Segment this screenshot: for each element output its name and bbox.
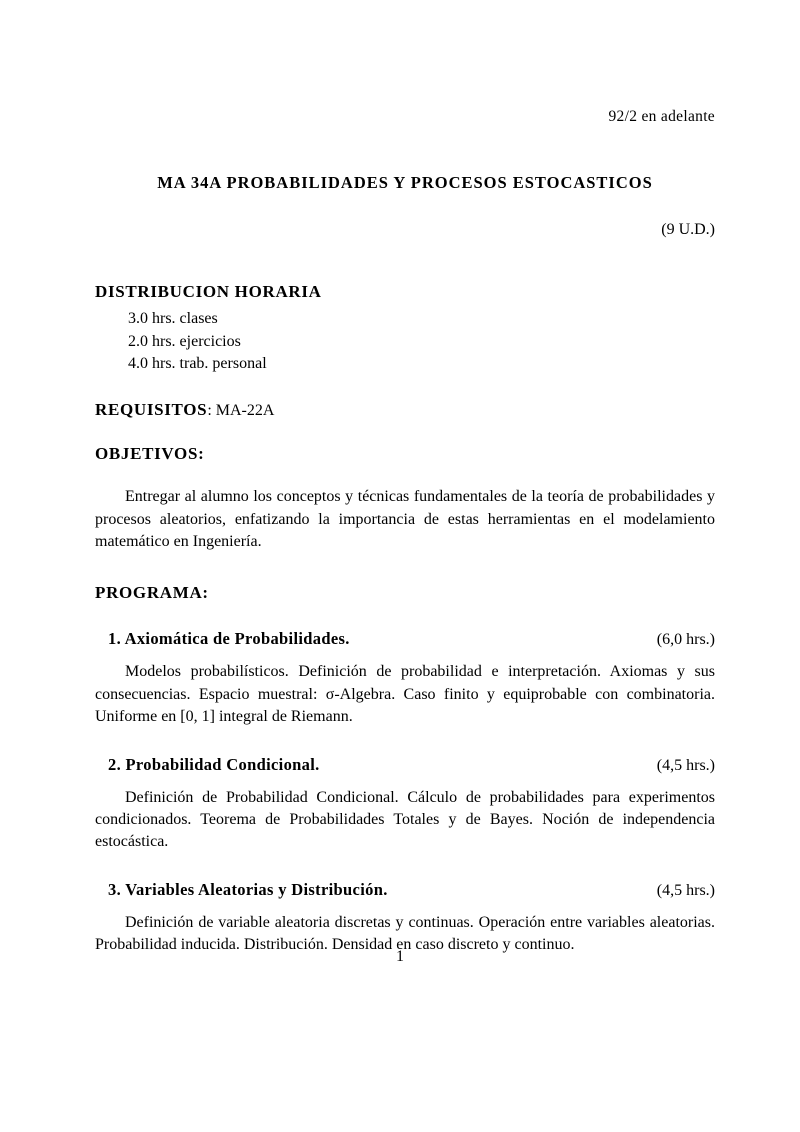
section-heading-programa: PROGRAMA: — [95, 583, 209, 603]
section-heading-objetivos: OBJETIVOS: — [95, 444, 205, 464]
list-item: 4.0 hrs. trab. personal — [128, 355, 267, 373]
topic-name-3: Variables Aleatorias y Distribución. — [125, 879, 388, 899]
credits-label: (9 U.D.) — [661, 221, 715, 238]
topic-heading-3 — [95, 880, 715, 900]
topic-heading-1 — [95, 629, 715, 649]
topic-title-1 — [95, 629, 350, 649]
section-heading-horario: DISTRIBUCION HORARIA — [95, 282, 322, 301]
topic-title-2 — [95, 755, 320, 775]
topic-body-2: Definición de Probabilidad Condicional. Cálculo de probabilidades para experimentos condicionados. Teorema de Probabilidades Totales y de Bayes. Noción de independencia estocástica. — [95, 788, 715, 851]
objetivos-paragraph: Entregar al alumno los conceptos y técnicas fundamentales de la teoría de probabilidades y procesos aleatorios, enfatizando la importancia de estas herramientas en el modelamiento matemático en Ingeniería. — [95, 488, 715, 550]
horario-list — [128, 308, 715, 376]
list-item: 2.0 hrs. ejercicios — [128, 332, 241, 350]
topic-number-1: 1. — [108, 629, 122, 649]
list-item: 3.0 hrs. clases — [128, 310, 218, 327]
topic-number-3: 3. — [108, 879, 122, 899]
requisitos-value: : MA-22A — [207, 402, 275, 420]
topic-hours-2: (4,5 hrs.) — [656, 756, 715, 774]
requisitos-label: REQUISITOS — [95, 400, 208, 420]
requisitos-line — [95, 400, 715, 420]
topic-body-1: Modelos probabilísticos. Definición de probabilidad e interpretación. Axiomas y sus consecuencias. Espacio muestral: σ-Algebra. Caso finito y equiprobable con combinatoria. Uniforme en [0, 1] integral de Riemann. — [95, 663, 715, 726]
header-note: 92/2 en adelante — [608, 108, 715, 125]
topic-hours-1: (6,0 hrs.) — [656, 631, 715, 649]
topic-hours-3: (4,5 hrs.) — [656, 881, 715, 899]
topic-heading-2 — [95, 755, 715, 775]
topic-name-2: Probabilidad Condicional. — [125, 754, 320, 774]
document-content — [95, 108, 715, 956]
topic-title-3 — [95, 880, 388, 900]
topic-name-1: Axiomática de Probabilidades. — [124, 629, 350, 649]
topic-body-3: Definición de variable aleatoria discretas y continuas. Operación entre variables aleatorias. Probabilidad inducida. Distribución. Densidad en caso discreto y continuo. — [95, 913, 715, 954]
page-number: 1 — [396, 948, 404, 965]
page-title: MA 34A PROBABILIDADES Y PROCESOS ESTOCASTICOS — [157, 173, 653, 192]
topic-number-2: 2. — [108, 754, 122, 774]
